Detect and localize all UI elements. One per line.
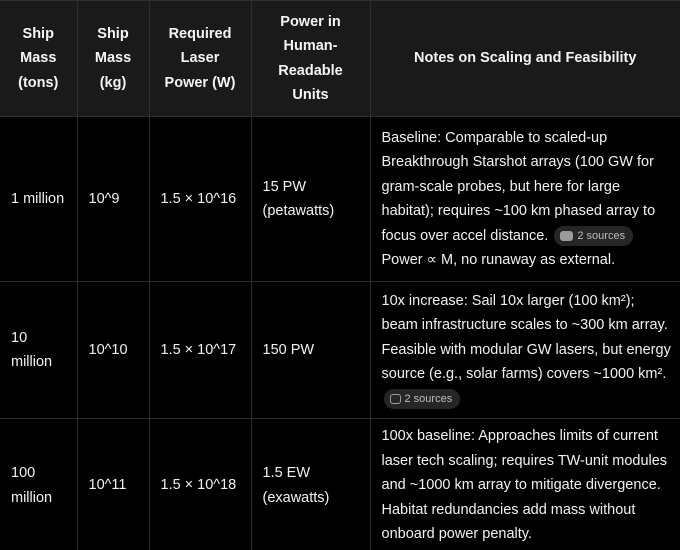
table-row [0,282,680,419]
source-favicon-icon [560,231,573,241]
cell-power-w: 1.5 × 10^16 [149,117,251,282]
sources-label: 2 sources [577,229,626,242]
cell-tons: 1 million [0,117,77,282]
header-row [0,1,680,117]
cell-tons: 10 million [0,282,77,419]
sources-chip[interactable] [554,226,633,246]
header-power-readable: Power in Human-Readable Units [251,1,370,117]
header-ship-mass-tons: Ship Mass (tons) [0,1,77,117]
header-required-laser-power: Required Laser Power (W) [149,1,251,117]
notes-text-continued: Power ∝ M, no runaway as external. [381,252,616,268]
cell-power-readable: 1.5 EW (exawatts) [251,419,370,550]
cell-notes [370,419,680,550]
cell-tons: 100 million [0,419,77,550]
cell-power-readable: 150 PW [251,282,370,419]
notes-text: 100x baseline: Approaches limits of current laser tech scaling; requires TW-unit modules and ~1000 km array to mitigate divergence. Habitat redundancies add mass without onboard power penalty. [381,428,668,543]
sources-chip[interactable] [384,389,461,409]
cell-kg: 10^11 [77,419,149,550]
cell-kg: 10^10 [77,282,149,419]
cell-kg: 10^9 [77,117,149,282]
source-link-icon [390,394,401,404]
cell-power-w: 1.5 × 10^17 [149,282,251,419]
cell-notes [370,282,680,419]
cell-power-readable: 15 PW (petawatts) [251,117,370,282]
notes-text: 10x increase: Sail 10x larger (100 km²); beam infrastructure scales to ~300 km array. Feasible with modular GW lasers, but energy source (e.g., solar farms) covers ~1000 km². [381,292,671,383]
sources-label: 2 sources [404,392,453,405]
table-row [0,419,680,550]
table-row [0,117,680,282]
header-ship-mass-kg: Ship Mass (kg) [77,1,149,117]
header-notes: Notes on Scaling and Feasibility [370,1,680,117]
notes-text: Baseline: Comparable to scaled-up Breakthrough Starshot arrays (100 GW for gram-scale probes, but here for large habitat); requires ~100 km phased array to focus over accel distance. [381,129,656,244]
cell-notes [370,117,680,282]
cell-power-w: 1.5 × 10^18 [149,419,251,550]
